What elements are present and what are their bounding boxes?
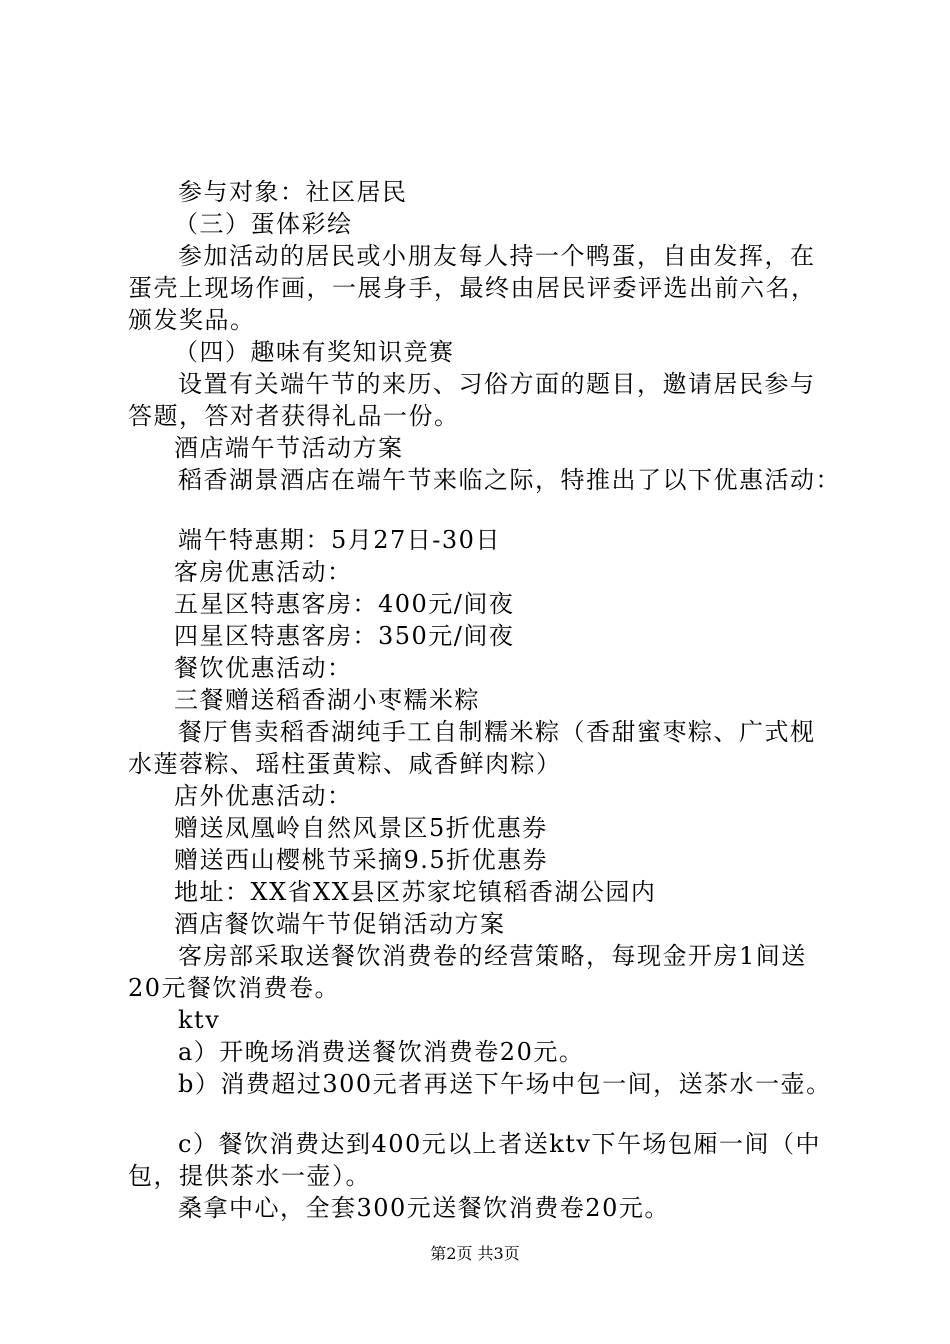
text-line: 五星区特惠客房：400元/间夜 (174, 590, 515, 618)
text-line: 餐饮优惠活动： (174, 654, 353, 682)
text-line: 参与对象：社区居民 (178, 178, 408, 206)
text-line: 赠送西山樱桃节采摘9.5折优惠券 (174, 846, 549, 874)
text-line: 四星区特惠客房：350元/间夜 (174, 622, 515, 650)
section-heading: （三）蛋体彩绘 (174, 210, 353, 238)
text-line: b）消费超过300元者再送下午场中包一间，送茶水一壶。 (178, 1070, 832, 1098)
blank-line (128, 496, 838, 524)
document-body (128, 176, 841, 1224)
text-line: 参加活动的居民或小朋友每人持一个鸭蛋，自由发挥，在 (178, 242, 816, 270)
text-line: ktv (178, 1006, 221, 1034)
text-line: 桑拿中心，全套300元送餐饮消费卷20元。 (178, 1194, 670, 1222)
text-line: 颁发奖品。 (128, 306, 256, 334)
text-line: 端午特惠期：5月27日-30日 (178, 526, 501, 554)
section-title: 酒店端午节活动方案 (174, 434, 404, 462)
text-line: 地址：XX省XX县区苏家坨镇稻香湖公园内 (174, 878, 657, 906)
text-line: 店外优惠活动： (174, 782, 353, 810)
text-line: 赠送凤凰岭自然风景区5折优惠券 (174, 814, 548, 842)
text-line: 三餐赠送稻香湖小枣糯米粽 (174, 686, 480, 714)
text-line: 稻香湖景酒店在端午节来临之际，特推出了以下优惠活动： (178, 466, 841, 494)
page-number-footer: 第2页 共3页 (430, 1244, 520, 1263)
section-heading: （四）趣味有奖知识竞赛 (174, 338, 455, 366)
text-line: a）开晚场消费送餐饮消费卷20元。 (178, 1038, 585, 1066)
text-line: c）餐饮消费达到400元以上者送ktv下午场包厢一间（中 (178, 1130, 821, 1158)
text-line: 答题，答对者获得礼品一份。 (128, 402, 460, 430)
text-line: 客房优惠活动： (174, 558, 353, 586)
text-line: 客房部采取送餐饮消费卷的经营策略，每现金开房1间送 (178, 942, 807, 970)
text-line: 包，提供茶水一壶）。 (128, 1162, 371, 1190)
section-title: 酒店餐饮端午节促销活动方案 (174, 910, 506, 938)
text-line: 餐厅售卖稻香湖纯手工自制糯米粽（香甜蜜枣粽、广式枧 (178, 718, 816, 746)
text-line: 设置有关端午节的来历、习俗方面的题目，邀请居民参与 (178, 370, 816, 398)
blank-line (128, 1100, 838, 1128)
text-line: 蛋壳上现场作画，一展身手，最终由居民评委评选出前六名， (128, 274, 817, 302)
text-line: 20元餐饮消费卷。 (128, 974, 341, 1002)
text-line: 水莲蓉粽、瑶柱蛋黄粽、咸香鲜肉粽） (128, 750, 562, 778)
